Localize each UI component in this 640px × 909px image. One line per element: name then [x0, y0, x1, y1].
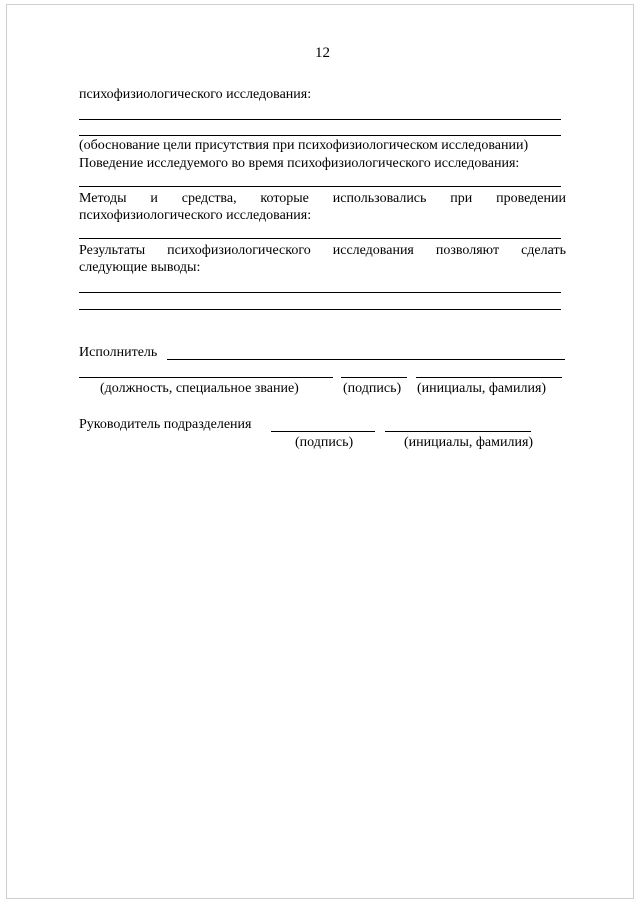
fill-line[interactable] [79, 135, 561, 136]
word: использовались [332, 191, 427, 206]
word: позволяют [435, 243, 500, 258]
fill-line[interactable] [79, 119, 561, 120]
head-label: Руководитель подразделения [79, 417, 252, 432]
word: сделать [521, 243, 566, 258]
executor-name-caption: (инициалы, фамилия) [417, 381, 547, 396]
head-signature-caption: (подпись) [295, 435, 354, 450]
word: и [150, 191, 158, 206]
fill-line[interactable] [79, 238, 561, 239]
executor-signature-line[interactable] [341, 377, 407, 378]
head-name-line[interactable] [385, 431, 531, 432]
fill-line[interactable] [79, 292, 561, 293]
executor-fill-line[interactable] [167, 359, 565, 360]
executor-position-caption: (должность, специальное звание) [100, 381, 299, 396]
word: при [450, 191, 473, 206]
executor-position-line[interactable] [79, 377, 333, 378]
document-page [6, 4, 634, 899]
word: Методы [79, 191, 127, 206]
executor-name-line[interactable] [416, 377, 562, 378]
word: исследования [332, 243, 414, 258]
methods-heading-line1 [79, 191, 566, 207]
word: проведении [496, 191, 566, 206]
head-name-caption: (инициалы, фамилия) [404, 435, 534, 450]
fill-line[interactable] [79, 309, 561, 310]
executor-signature-caption: (подпись) [343, 381, 402, 396]
section-continuation-text: психофизиологического исследования: [79, 87, 312, 102]
word: Результаты [79, 243, 146, 258]
word: которые [260, 191, 309, 206]
word: психофизиологического [167, 243, 311, 258]
page-number: 12 [315, 45, 330, 61]
head-signature-line[interactable] [271, 431, 375, 432]
word: средства, [181, 191, 237, 206]
results-heading-line2: следующие выводы: [79, 260, 201, 275]
fill-line[interactable] [79, 186, 561, 187]
justification-caption: (обоснование цели присутствия при психофизиологическом исследовании) [79, 138, 529, 153]
methods-heading-line2: психофизиологического исследования: [79, 208, 312, 223]
results-heading-line1 [79, 243, 566, 259]
executor-label: Исполнитель [79, 345, 158, 360]
behavior-label: Поведение исследуемого во время психофизиологического исследования: [79, 156, 520, 171]
